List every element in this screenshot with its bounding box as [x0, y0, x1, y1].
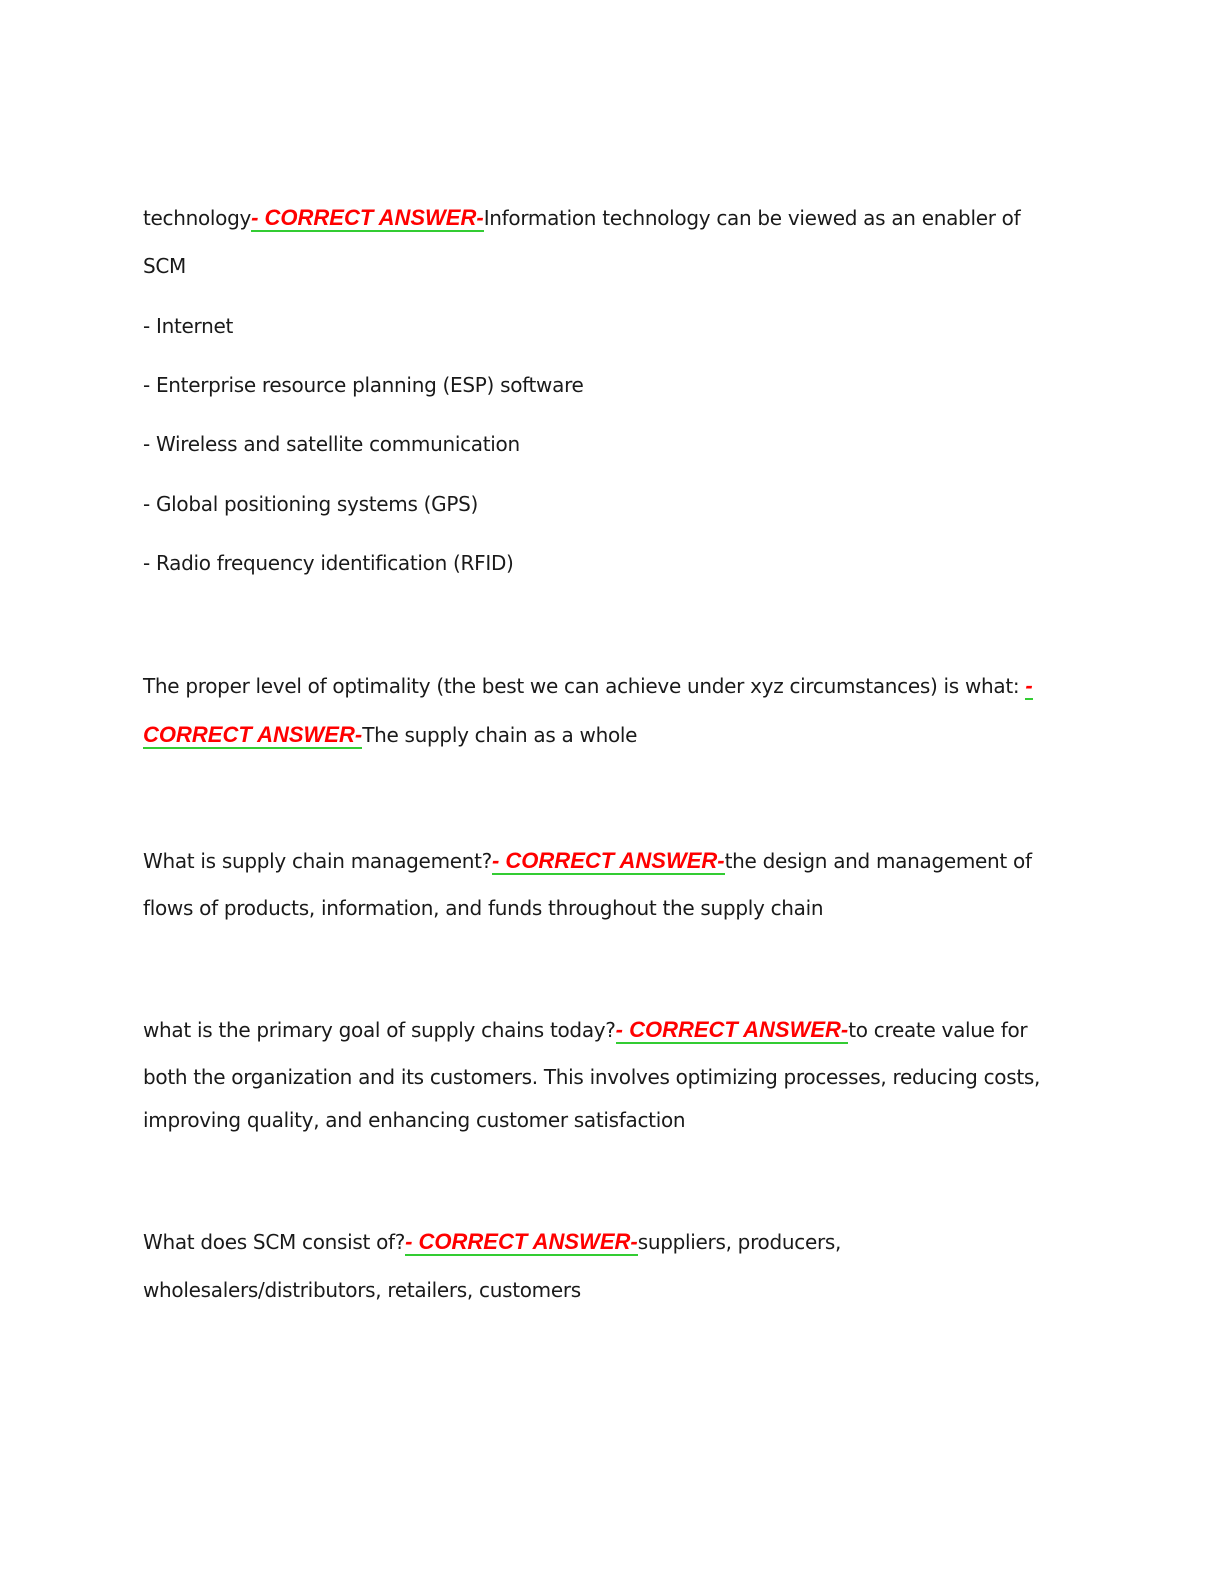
answer-text: Information technology can be viewed as an enabler of: [483, 206, 1021, 230]
answer-text: the design and management of: [724, 849, 1032, 873]
answer-text: suppliers, producers,: [637, 1230, 842, 1254]
qa-line: [143, 1230, 841, 1256]
question-text: What does SCM consist of?: [143, 1230, 406, 1254]
qa-line: [143, 674, 1033, 700]
answer-continuation: SCM: [143, 254, 187, 278]
correct-answer-marker: - CORRECT ANSWER-: [491, 848, 725, 873]
list-item: - Enterprise resource planning (ESP) software: [143, 373, 584, 397]
question-text: technology: [143, 206, 252, 230]
question-text: What is supply chain management?: [143, 849, 492, 873]
answer-continuation: both the organization and its customers. This involves optimizing processes, reducing costs,: [143, 1065, 1041, 1089]
correct-answer-marker: - CORRECT ANSWER-: [615, 1017, 849, 1042]
qa-line: [143, 849, 1032, 875]
correct-answer-marker: - CORRECT ANSWER-: [251, 205, 484, 230]
correct-answer-marker-start: -: [1025, 673, 1033, 698]
list-item: - Wireless and satellite communication: [143, 432, 520, 456]
correct-answer-marker: - CORRECT ANSWER-: [405, 1229, 638, 1254]
qa-line: [143, 723, 637, 749]
answer-continuation: flows of products, information, and funds throughout the supply chain: [143, 896, 824, 920]
answer-text: The supply chain as a whole: [362, 723, 638, 747]
list-item: - Global positioning systems (GPS): [143, 492, 478, 516]
qa-line: [143, 206, 1020, 232]
answer-continuation: wholesalers/distributors, retailers, customers: [143, 1278, 581, 1302]
list-item: - Internet: [143, 314, 233, 338]
list-item: - Radio frequency identification (RFID): [143, 551, 514, 575]
question-text: what is the primary goal of supply chains today?: [143, 1018, 616, 1042]
answer-continuation: improving quality, and enhancing customer satisfaction: [143, 1108, 686, 1132]
correct-answer-marker-end: CORRECT ANSWER-: [143, 722, 363, 747]
qa-line: [143, 1018, 1027, 1044]
answer-text: to create value for: [848, 1018, 1028, 1042]
question-text: The proper level of optimality (the best we can achieve under xyz circumstances) is what:: [143, 674, 1020, 698]
